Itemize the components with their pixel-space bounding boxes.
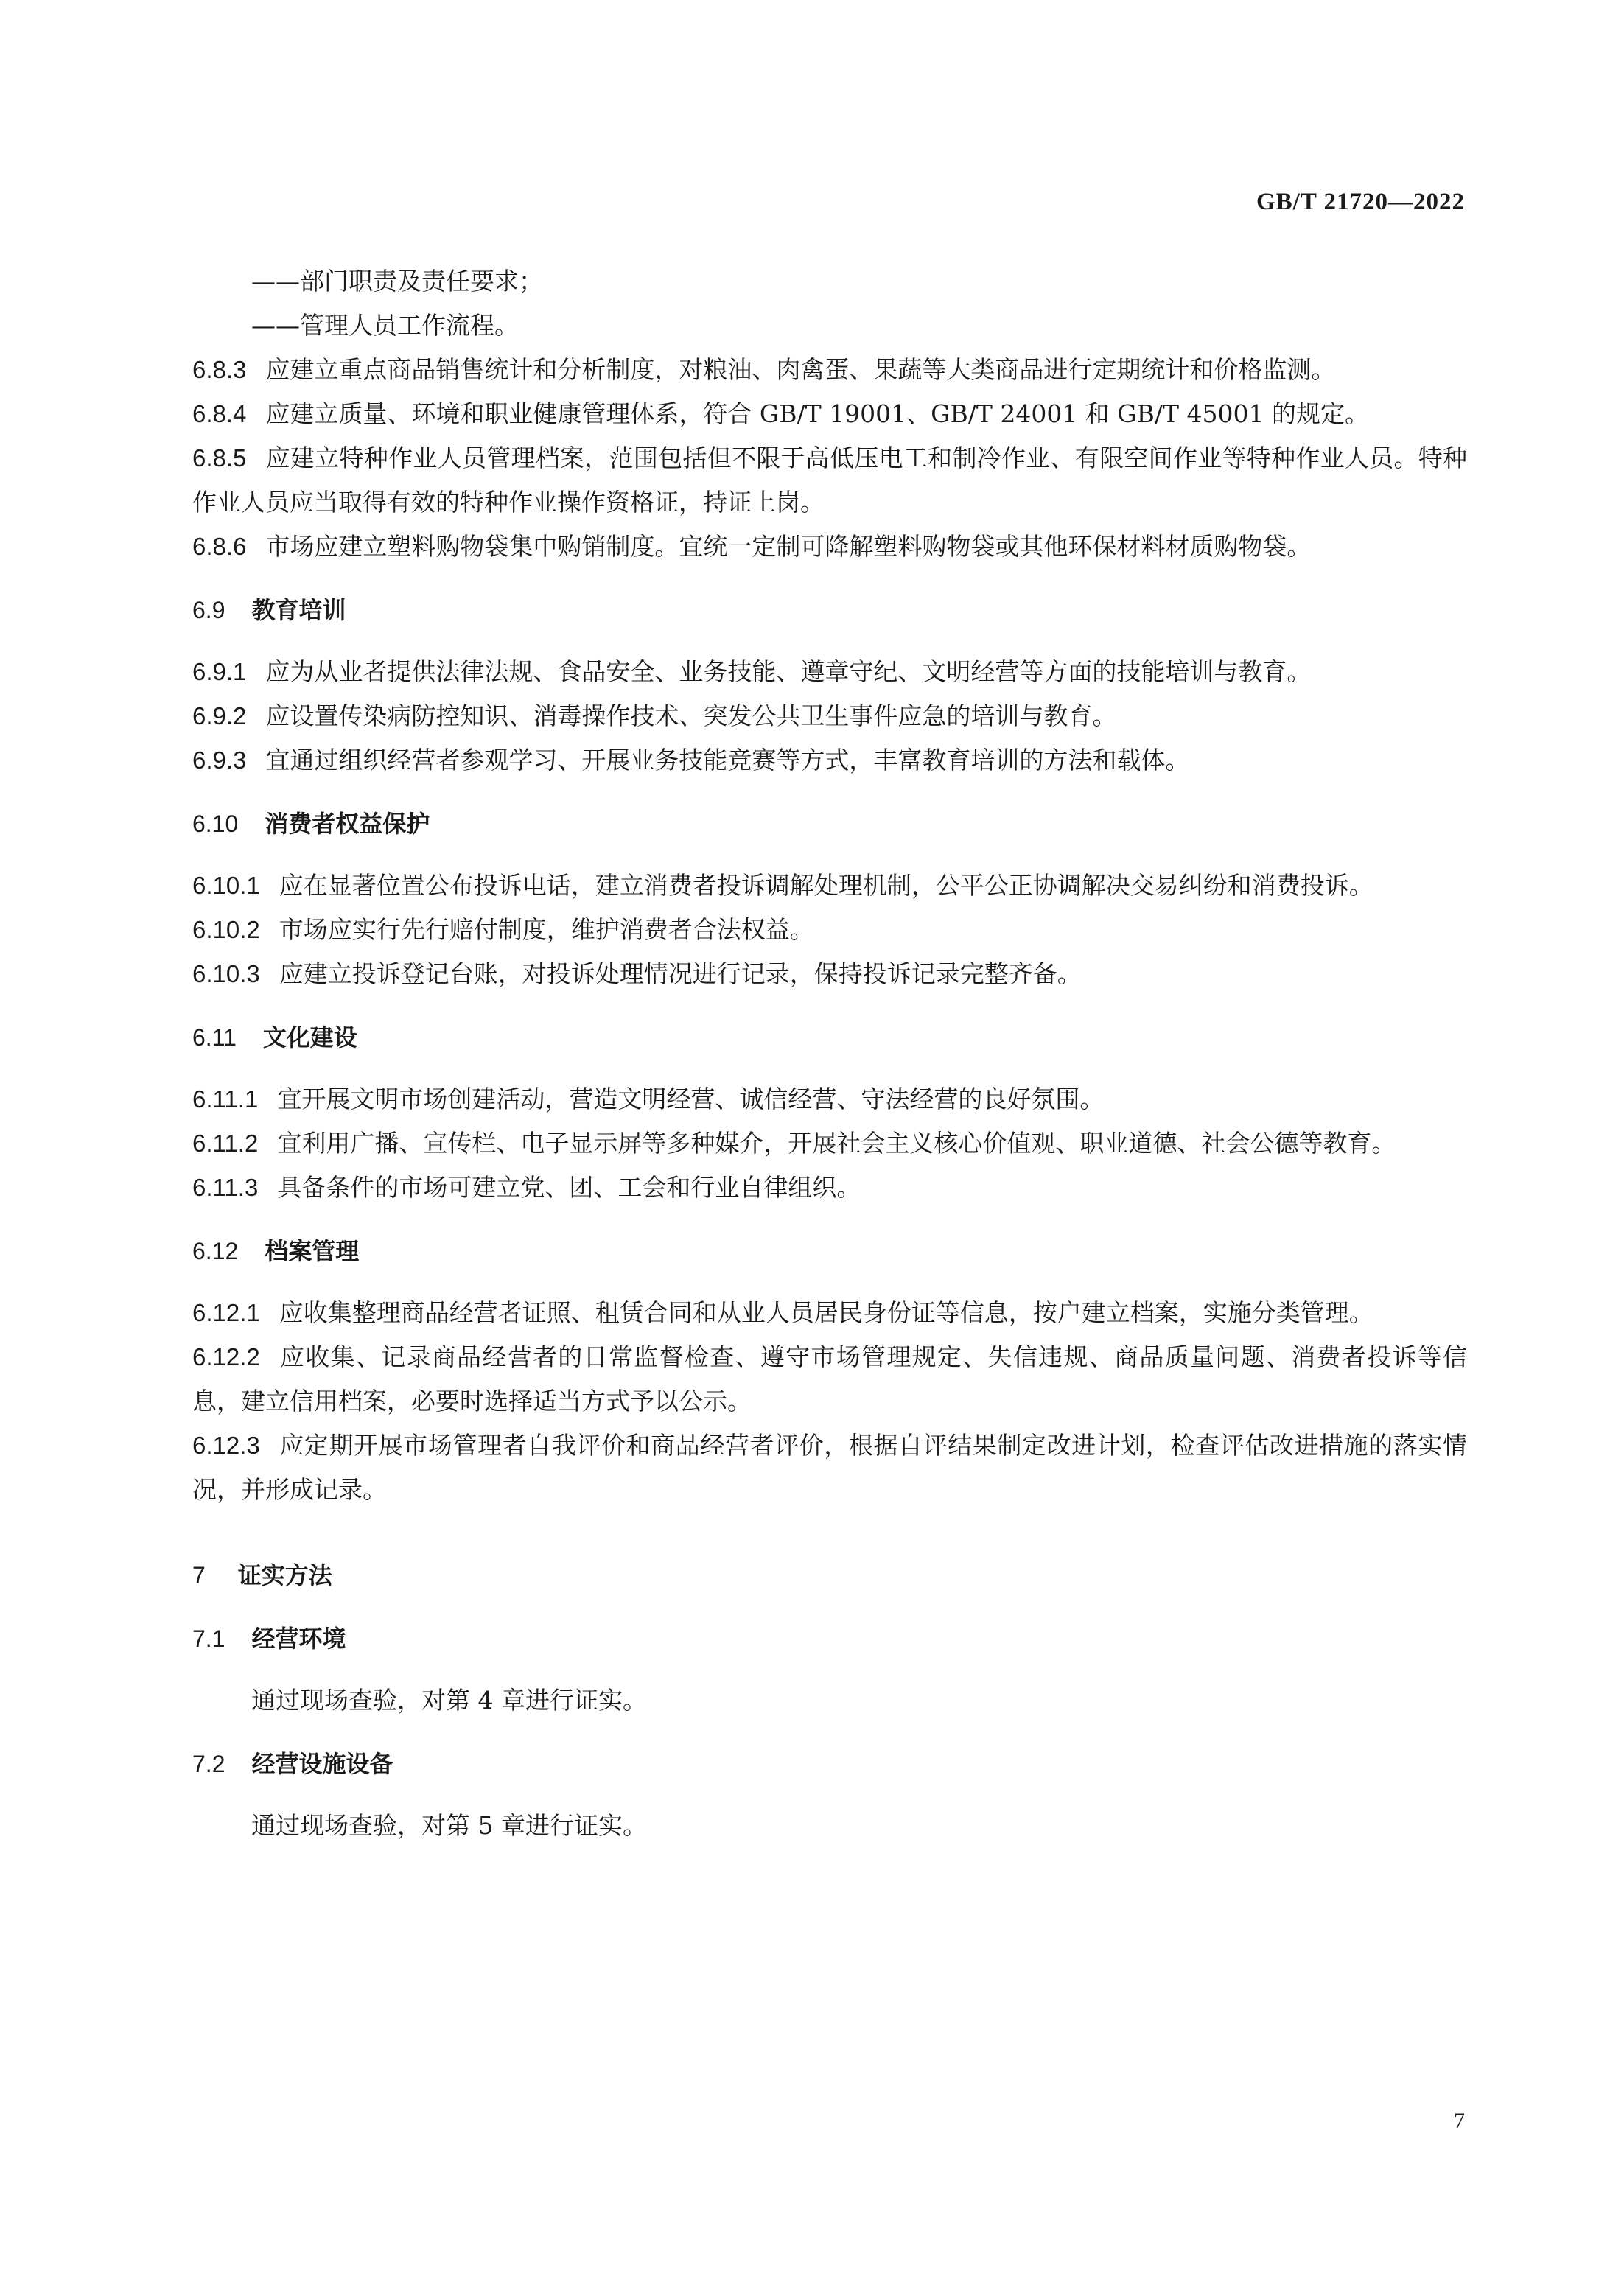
- clause-6-11-2: [192, 1121, 1467, 1166]
- clause-number: 6.11.3: [192, 1174, 259, 1201]
- clause-text: 应建立特种作业人员管理档案，范围包括但不限于高低压电工和制冷作业、有限空间作业等特种作业人员。特种作业人员应当取得有效的特种作业操作资格证，持证上岗。: [192, 444, 1467, 517]
- clause-text: 应建立投诉登记台账，对投诉处理情况进行记录，保持投诉记录完整齐备。: [279, 959, 1082, 988]
- clause-number: 6.12.2: [192, 1343, 260, 1370]
- clause-text: 应设置传染病防控知识、消毒操作技术、突发公共卫生事件应急的培训与教育。: [265, 701, 1117, 730]
- chapter-heading-7: [192, 1553, 1467, 1597]
- section-number: 6.12: [192, 1238, 239, 1264]
- page-number: 7: [1454, 2109, 1465, 2133]
- clause-6-12-2: [192, 1335, 1467, 1424]
- section-heading-7-1: [192, 1617, 1467, 1661]
- clause-number: 6.9.3: [192, 746, 247, 774]
- section-title: 经营环境: [251, 1625, 346, 1653]
- document-body: [192, 259, 1467, 1848]
- clause-number: 6.8.5: [192, 444, 247, 472]
- clause-text: 具备条件的市场可建立党、团、工会和行业自律组织。: [277, 1173, 861, 1202]
- section-heading-6-12: [192, 1229, 1467, 1273]
- clause-number: 6.9.2: [192, 702, 247, 729]
- clause-6-9-3: [192, 738, 1467, 783]
- clause-number: 6.11.2: [192, 1130, 259, 1157]
- section-title: 档案管理: [265, 1237, 360, 1265]
- section-7-2-text: 通过现场查验，对第 5 章进行证实。: [251, 1811, 647, 1840]
- section-number: 7.1: [192, 1625, 225, 1652]
- clause-6-8-4: [192, 392, 1467, 436]
- section-number: 6.11: [192, 1024, 237, 1051]
- section-heading-7-2: [192, 1742, 1467, 1786]
- clause-number: 6.11.1: [192, 1085, 259, 1113]
- clause-text: 宜开展文明市场创建活动，营造文明经营、诚信经营、守法经营的良好氛围。: [277, 1085, 1105, 1113]
- section-heading-6-9: [192, 588, 1467, 632]
- clause-6-10-3: [192, 952, 1467, 996]
- clause-6-10-2: [192, 908, 1467, 952]
- clause-text: 宜利用广播、宣传栏、电子显示屏等多种媒介，开展社会主义核心价值观、职业道德、社会公德等教育。: [277, 1129, 1396, 1158]
- section-title: 教育培训: [251, 596, 346, 624]
- clause-6-10-1: [192, 864, 1467, 908]
- chapter-number: 7: [192, 1562, 206, 1589]
- clause-number: 6.12.3: [192, 1432, 260, 1459]
- clause-text: 应收集、记录商品经营者的日常监督检查、遵守市场管理规定、失信违规、商品质量问题、消费者投诉等信息，建立信用档案，必要时选择适当方式予以公示。: [192, 1342, 1467, 1415]
- section-number: 6.9: [192, 597, 225, 623]
- clause-6-12-3: [192, 1424, 1467, 1512]
- chapter-title: 证实方法: [237, 1561, 332, 1589]
- clause-number: 6.8.3: [192, 356, 247, 383]
- dash-list-item: ——管理人员工作流程。: [251, 311, 519, 340]
- clause-6-11-3: [192, 1166, 1467, 1210]
- clause-text: 应建立重点商品销售统计和分析制度，对粮油、肉禽蛋、果蔬等大类商品进行定期统计和价格监测。: [265, 355, 1336, 384]
- clause-6-9-1: [192, 650, 1467, 694]
- clause-6-8-5: [192, 436, 1467, 525]
- section-title: 消费者权益保护: [265, 810, 430, 838]
- clause-number: 6.9.1: [192, 658, 247, 685]
- section-7-1-text: 通过现场查验，对第 4 章进行证实。: [251, 1686, 647, 1715]
- clause-text: 应收集整理商品经营者证照、租赁合同和从业人员居民身份证等信息，按户建立档案，实施分类管理。: [279, 1298, 1373, 1327]
- clause-6-9-2: [192, 694, 1467, 738]
- clause-number: 6.10.1: [192, 872, 260, 899]
- clause-text: 应定期开展市场管理者自我评价和商品经营者评价，根据自评结果制定改进计划，检查评估改进措施的落实情况，并形成记录。: [192, 1431, 1467, 1504]
- clause-number: 6.8.4: [192, 400, 247, 427]
- section-title: 经营设施设备: [251, 1750, 393, 1778]
- clause-text: 应在显著位置公布投诉电话，建立消费者投诉调解处理机制，公平公正协调解决交易纠纷和消费投诉。: [279, 871, 1373, 900]
- clause-number: 6.12.1: [192, 1299, 260, 1326]
- clause-text: 应建立质量、环境和职业健康管理体系，符合 GB/T 19001、GB/T 24001 和 GB/T 45001 的规定。: [265, 399, 1369, 428]
- clause-text: 市场应建立塑料购物袋集中购销制度。宜统一定制可降解塑料购物袋或其他环保材料材质购物袋。: [265, 532, 1312, 561]
- dash-list-item: ——部门职责及责任要求；: [251, 267, 543, 295]
- clause-number: 6.10.3: [192, 960, 260, 987]
- clause-6-11-1: [192, 1077, 1467, 1121]
- clause-6-8-3: [192, 348, 1467, 392]
- clause-6-12-1: [192, 1291, 1467, 1335]
- section-number: 7.2: [192, 1751, 225, 1777]
- clause-6-8-6: [192, 525, 1467, 569]
- section-number: 6.10: [192, 811, 239, 837]
- section-heading-6-10: [192, 802, 1467, 846]
- standard-number: GB/T 21720—2022: [1256, 189, 1465, 215]
- clause-number: 6.8.6: [192, 533, 247, 560]
- clause-text: 应为从业者提供法律法规、食品安全、业务技能、遵章守纪、文明经营等方面的技能培训与教育。: [265, 657, 1312, 686]
- clause-number: 6.10.2: [192, 916, 260, 943]
- section-title: 文化建设: [262, 1023, 357, 1051]
- clause-text: 宜通过组织经营者参观学习、开展业务技能竞赛等方式，丰富教育培训的方法和载体。: [265, 746, 1190, 774]
- clause-text: 市场应实行先行赔付制度，维护消费者合法权益。: [279, 915, 814, 944]
- section-heading-6-11: [192, 1015, 1467, 1060]
